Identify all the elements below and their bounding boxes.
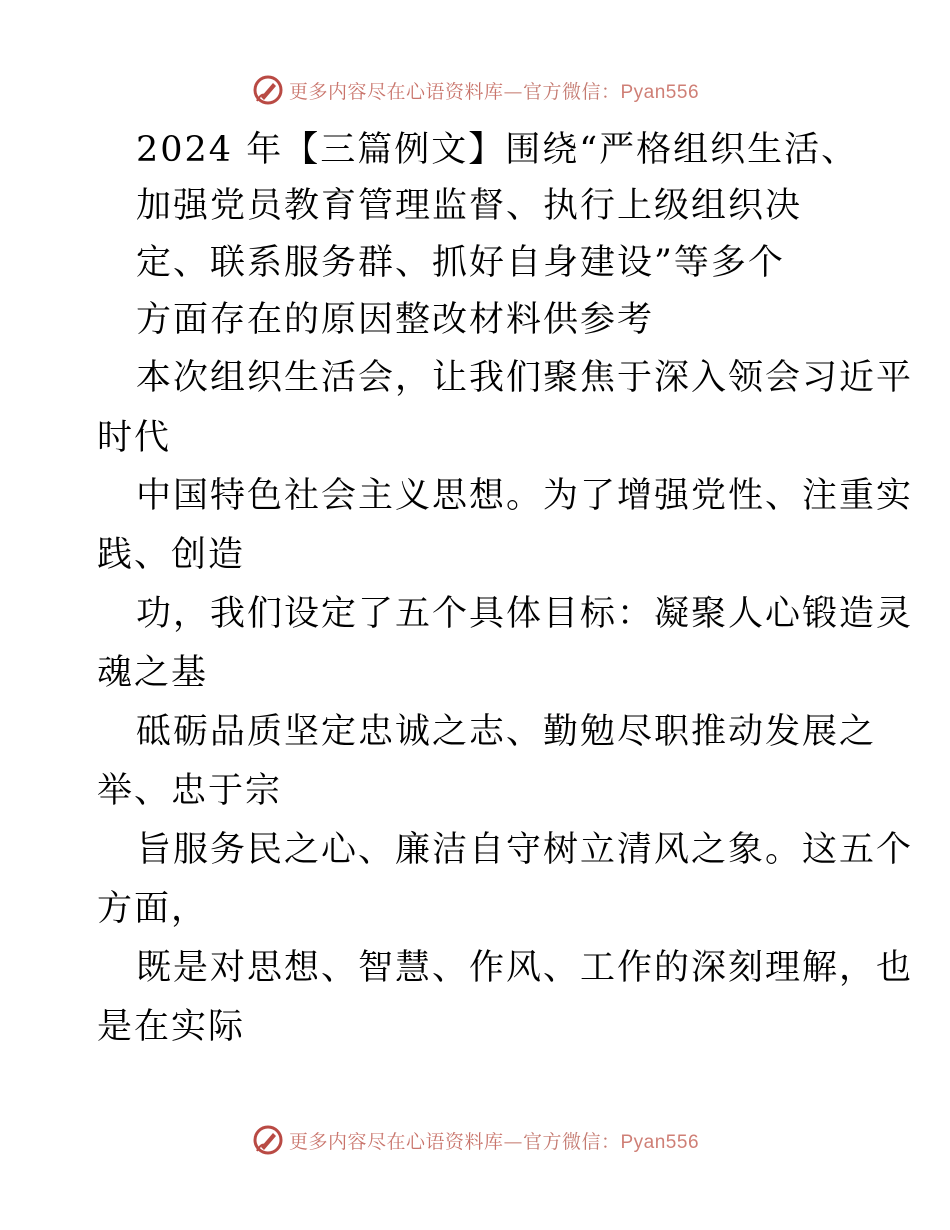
body-line: 中国特色社会主义思想。为了增强党性、注重实 <box>136 476 914 516</box>
body-line: 是在实际 <box>97 1007 246 1047</box>
title-line: 方面存在的原因整改材料供参考 <box>136 300 655 340</box>
body-line: 既是对思想、智慧、作风、工作的深刻理解，也 <box>136 948 914 988</box>
body-line: 功，我们设定了五个具体目标：凝聚人心锻造灵 <box>136 594 914 634</box>
title-line: 2024 年【三篇例文】围绕“严格组织生活、 <box>136 130 859 170</box>
body-line: 旨服务民之心、廉洁自守树立清风之象。这五个 <box>136 830 914 870</box>
pen-nib-logo-icon <box>251 1123 285 1157</box>
body-line: 魂之基 <box>97 653 209 693</box>
watermark-brand: 更多内容尽在心语资料库 <box>288 1130 504 1153</box>
body-line: 举、忠于宗 <box>97 771 283 811</box>
watermark-wechat-id: Pyan556 <box>620 81 700 103</box>
watermark-separator: — <box>503 80 523 103</box>
watermark-wechat-id: Pyan556 <box>620 1131 700 1153</box>
watermark-text <box>289 1127 699 1154</box>
body-line: 时代 <box>97 418 172 458</box>
watermark-wechat-label: 官方微信： <box>522 1130 621 1153</box>
body-line: 砥砺品质坚定忠诚之志、勤勉尽职推动发展之 <box>136 712 877 752</box>
watermark-brand: 更多内容尽在心语资料库 <box>288 80 504 103</box>
title-line: 加强党员教育管理监督、执行上级组织决 <box>136 186 803 226</box>
body-line: 方面， <box>97 889 209 929</box>
header-watermark <box>0 70 950 110</box>
body-line: 本次组织生活会，让我们聚焦于深入领会习近平 <box>136 358 914 398</box>
watermark-text <box>289 77 699 104</box>
footer-watermark <box>0 1120 950 1160</box>
body-line: 践、创造 <box>97 535 246 575</box>
pen-nib-logo-icon <box>251 73 285 107</box>
watermark-separator: — <box>503 1130 523 1153</box>
title-line: 定、联系服务群、抓好自身建设”等多个 <box>136 243 785 283</box>
watermark-wechat-label: 官方微信： <box>522 80 621 103</box>
